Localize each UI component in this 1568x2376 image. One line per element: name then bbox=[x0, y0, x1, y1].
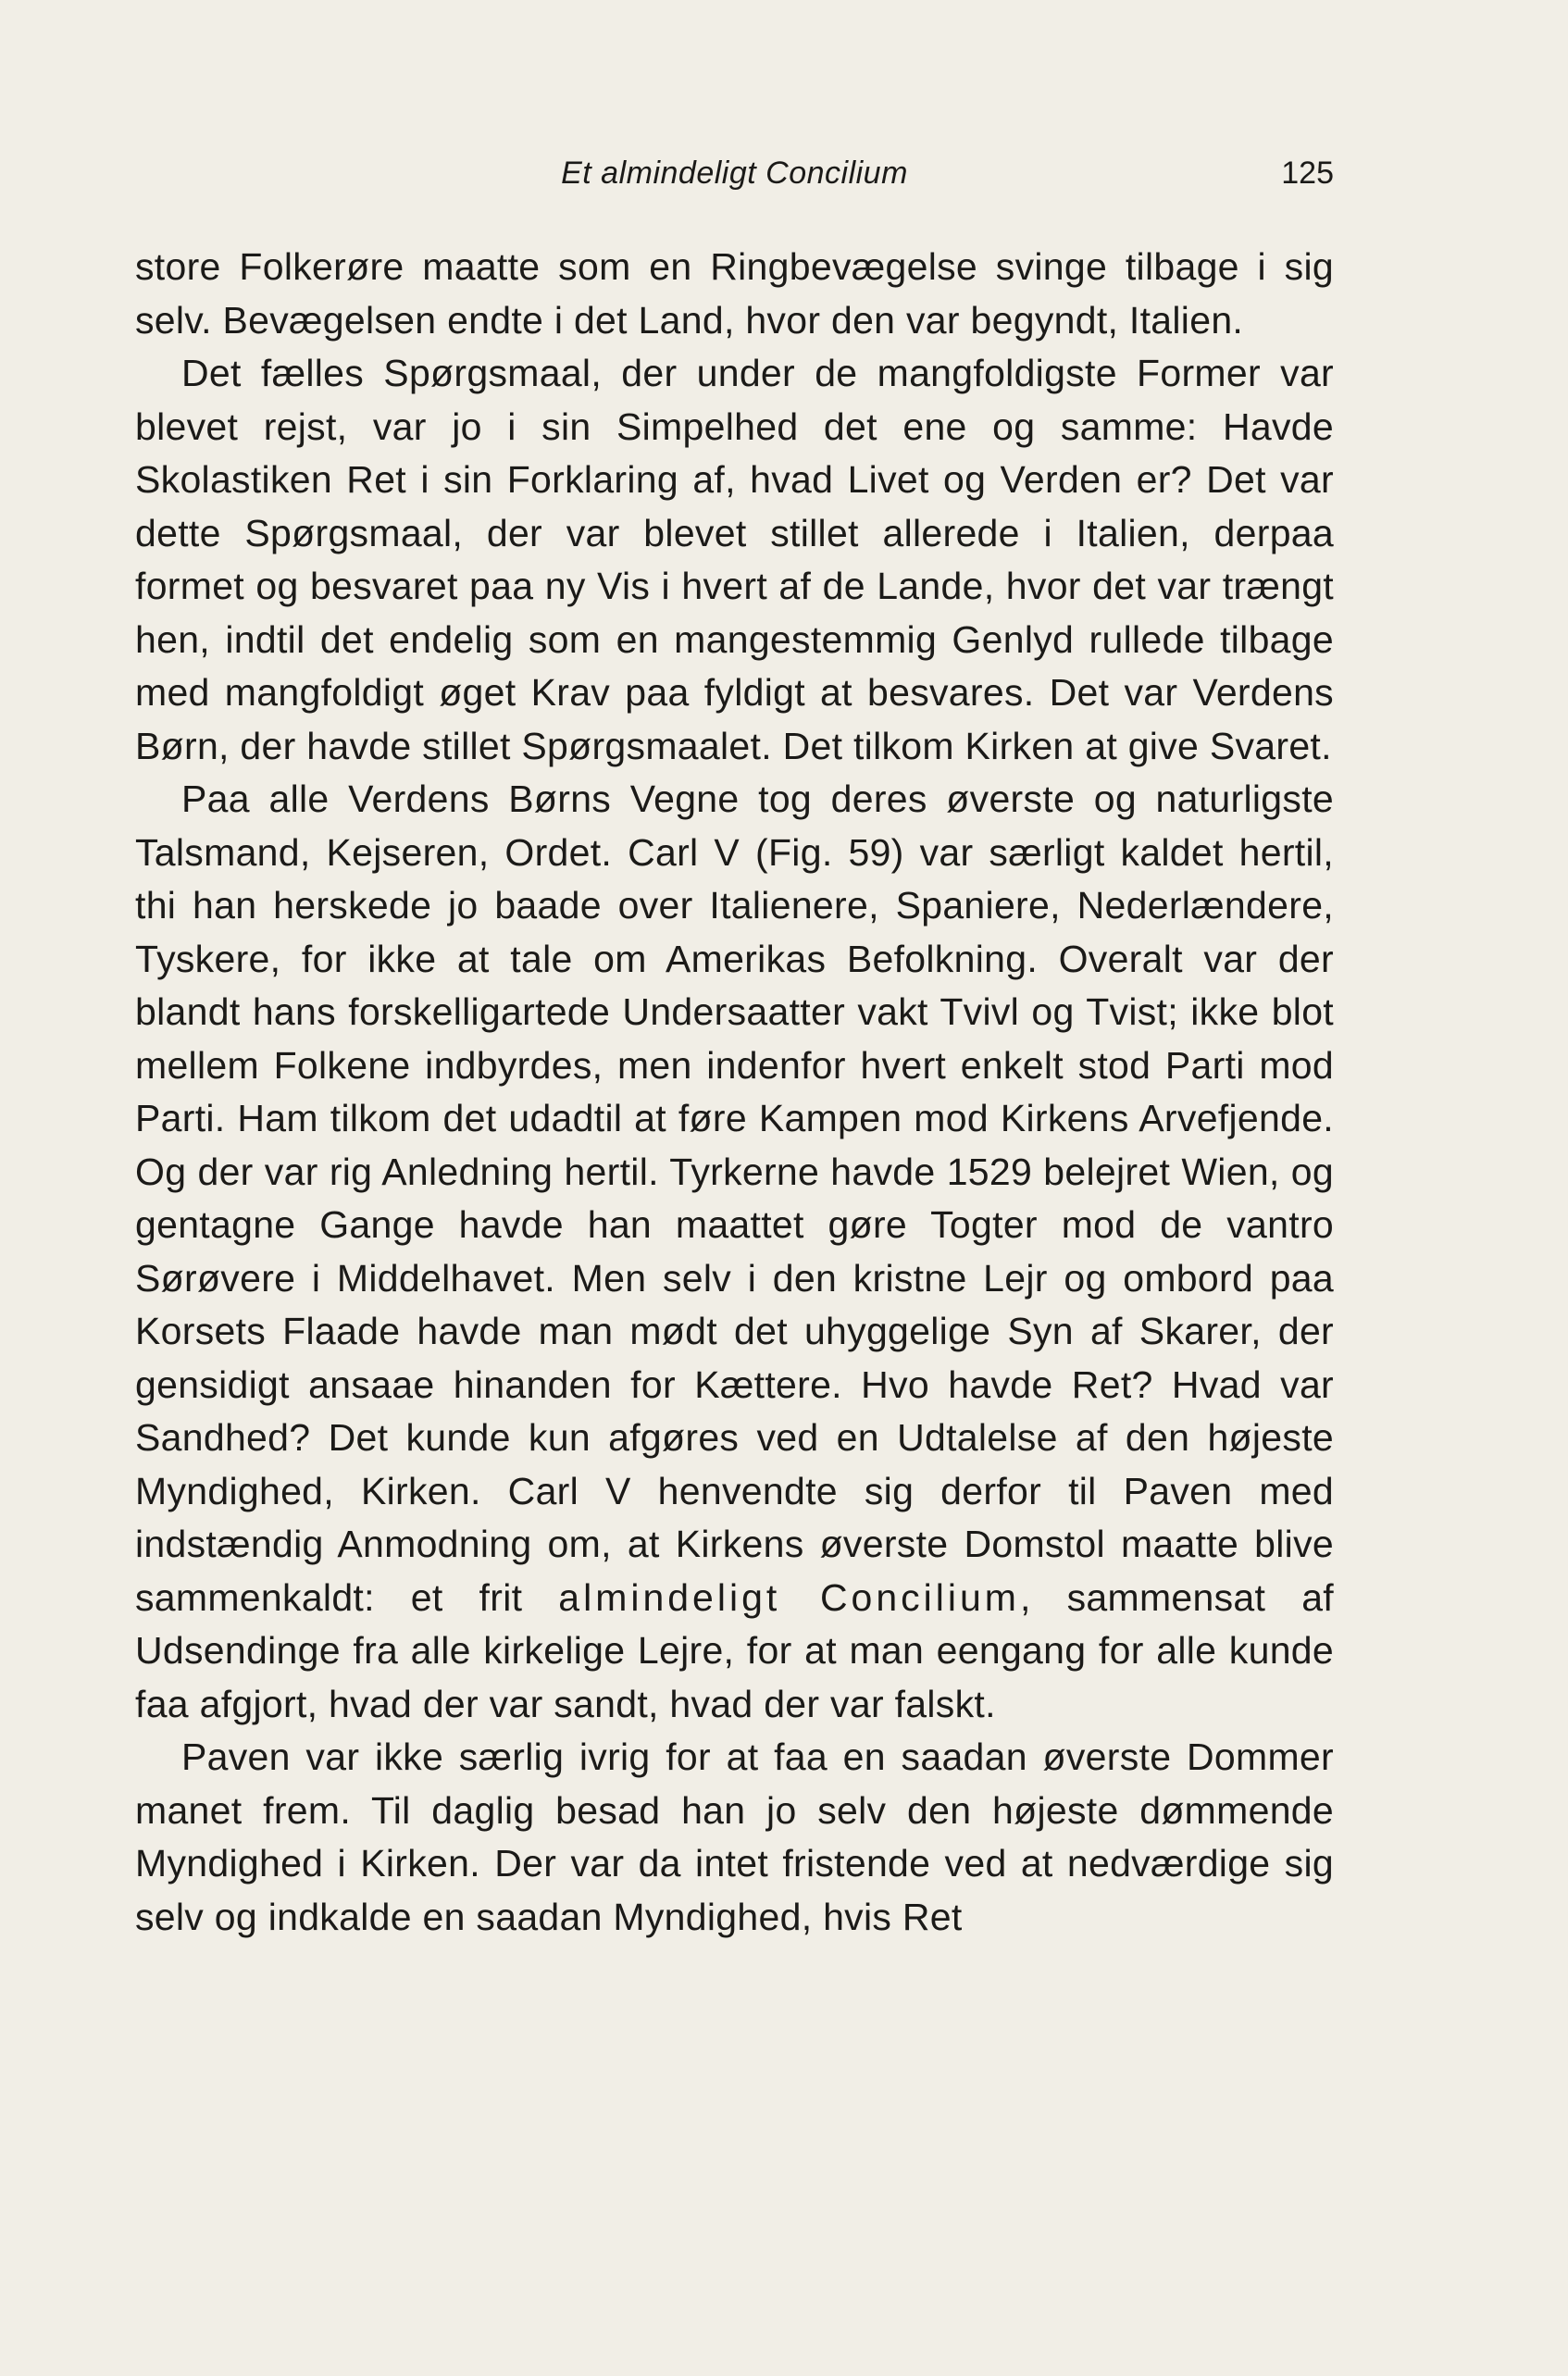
paragraph-1 bbox=[135, 241, 1334, 347]
paragraph-3 bbox=[135, 773, 1334, 1731]
body-text bbox=[135, 241, 1334, 1944]
paragraph-2 bbox=[135, 347, 1334, 773]
running-title: Et almindeligt Concilium bbox=[561, 155, 908, 191]
paragraph-3-text-start: Paa alle Verdens Børns Vegne tog deres øverste og naturligste Talsmand, Kejseren, Ordet. Carl V (Fig. 59) var særligt kaldet hertil, thi han herskede jo baade over Italienere, Spaniere, Nederlændere, Tyskere, for ikke at tale om Amerikas Befolkning. Overalt var der blandt hans forskelligartede Undersaatter vakt Tvivl og Tvist; ikke blot mellem Folkene indbyrdes, men indenfor hvert enkelt stod Parti mod Parti. Ham tilkom det udadtil at føre Kampen mod Kirkens Arvefjende. Og der var rig Anledning hertil. Tyrkerne havde 1529 belejret Wien, og gentagne Gange havde han maattet gøre Togter mod de vantro Sørøvere i Middelhavet. Men selv i den kristne Lejr og ombord paa Korsets Flaade havde man mødt det uhyggelige Syn af Skarer, der gensidigt ansaae hinanden for Kættere. Hvo havde Ret? Hvad var Sandhed? Det kunde kun afgøres ved en Udtalelse af den højeste Myndighed, Kirken. Carl V henvendte sig derfor til Paven med indstændig Anmodning om, at Kirkens øverste Domstol maatte blive sammenkaldt: et frit bbox=[135, 777, 1334, 1619]
page-number: 125 bbox=[1281, 155, 1334, 191]
running-head bbox=[135, 155, 1334, 202]
paragraph-1-text: store Folkerøre maatte som en Ringbevægelse svinge tilbage i sig selv. Bevægelsen endte i det Land, hvor den var begyndt, Italien. bbox=[135, 245, 1334, 342]
paragraph-4-text: Paven var ikke særlig ivrig for at faa en saadan øverste Dommer manet frem. Til daglig besad han jo selv den højeste dømmende Myndighed i Kirken. Der var da intet fristende ved at nedværdige sig selv og indkalde en saadan Myndighed, hvis Ret bbox=[135, 1735, 1334, 1938]
spaced-emphasis: almindeligt Concilium bbox=[558, 1575, 1020, 1619]
paragraph-2-text: Det fælles Spørgsmaal, der under de mangfoldigste Former var blevet rejst, var jo i sin Simpelhed det ene og samme: Havde Skolastiken Ret i sin Forklaring af, hvad Livet og Verden er? Det var dette Spørgsmaal, der var blevet stillet allerede i Italien, derpaa formet og besvaret paa ny Vis i hvert af de Lande, hvor det var trængt hen, indtil det endelig som en mangestemmig Genlyd rullede tilbage med mangfoldigt øget Krav paa fyldigt at besvares. Det var Verdens Børn, der havde stillet Spørgsmaalet. Det tilkom Kirken at give Svaret. bbox=[135, 352, 1334, 767]
paragraph-3-text-end: , sammensat af Udsendinge fra alle kirkelige Lejre, for at man eengang for alle kunde faa afgjort, hvad der var sandt, hvad der var falskt. bbox=[135, 1575, 1334, 1725]
paragraph-4 bbox=[135, 1731, 1334, 1944]
